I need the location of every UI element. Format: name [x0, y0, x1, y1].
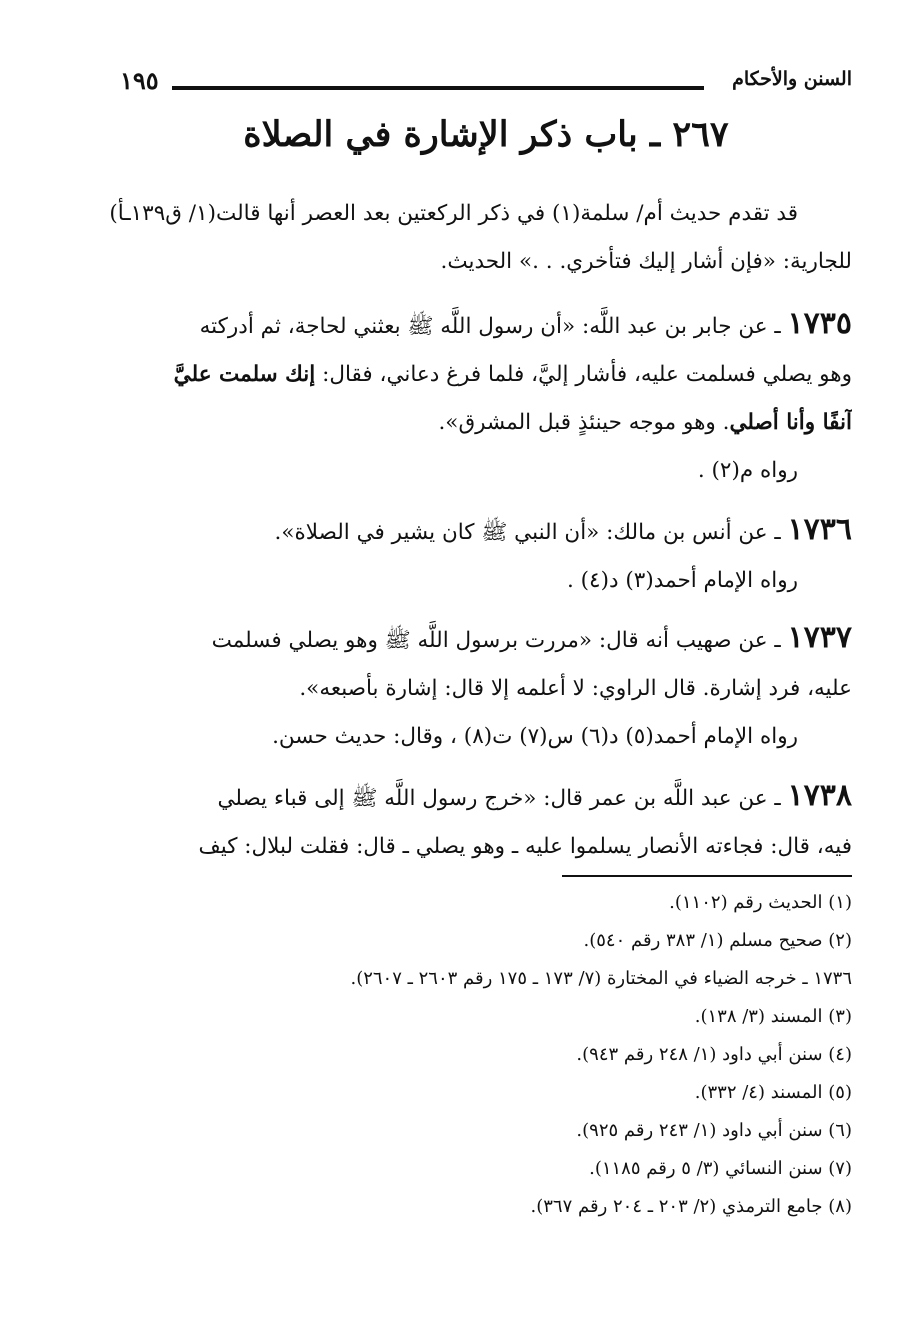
footnote: (٦) سنن أبي داود (١/ ٢٤٣ رقم ٩٢٥). — [576, 1120, 852, 1141]
hadith-text: عليه، فرد إشارة. قال الراوي: لا أعلمه إلا قال: إشارة بأصبعه». — [299, 676, 852, 701]
footnote-separator — [562, 875, 852, 877]
running-header — [120, 64, 852, 104]
footnote: (١) الحديث رقم (١١٠٢). — [669, 892, 852, 913]
footnote: (٥) المسند (٤/ ٣٣٢). — [694, 1082, 852, 1103]
hadith-number: ١٧٣٥ — [787, 306, 852, 341]
book-title: السنن والأحكام — [732, 68, 852, 90]
hadith-text: . وهو موجه حينئذٍ قبل المشرق». — [438, 410, 730, 435]
header-rule — [172, 86, 704, 90]
footnote: (٤) سنن أبي داود (١/ ٢٤٨ رقم ٩٤٣). — [576, 1044, 852, 1065]
hadith-number: ١٧٣٧ — [787, 620, 852, 655]
footnote: (٧) سنن النسائي (٣/ ٥ رقم ١١٨٥). — [589, 1158, 852, 1179]
footnotes — [150, 884, 852, 1226]
hadith-number: ١٧٣٨ — [787, 778, 852, 813]
hadith-text: فيه، قال: فجاءته الأنصار يسلموا عليه ـ وهو يصلي ـ قال: فقلت لبلال: كيف — [198, 834, 852, 859]
hadith-text: ـ عن عبد اللَّه بن عمر قال: «خرج رسول اللَّه ﷺ إلى قباء يصلي — [217, 786, 781, 811]
intro-line-2: للجارية: «فإن أشار إليك فتأخري. . .» الحديث. — [440, 249, 852, 274]
intro-line-1: قد تقدم حديث أم/ سلمة(١) في ذكر الركعتين بعد العصر أنها قالت(١/ ق١٣٩ـأ) — [109, 201, 798, 226]
intro-paragraph — [24, 190, 852, 286]
hadith-1738 — [120, 772, 852, 871]
hadith-1735 — [120, 300, 852, 495]
hadith-emphasis: إنك سلمت عليَّ — [173, 362, 316, 387]
chapter-title: ٢٦٧ ـ باب ذكر الإشارة في الصلاة — [243, 114, 729, 155]
hadith-emphasis: آنفًا وأنا أصلي — [729, 410, 852, 435]
hadith-1737 — [120, 614, 852, 761]
hadith-text: ـ عن أنس بن مالك: «أن النبي ﷺ كان يشير في الصلاة». — [274, 520, 781, 545]
hadith-text: ـ عن صهيب أنه قال: «مررت برسول اللَّه ﷺ وهو يصلي فسلمت — [211, 628, 781, 653]
hadith-number: ١٧٣٦ — [787, 512, 852, 547]
hadith-narration: رواه الإمام أحمد(٥) د(٦) س(٧) ت(٨) ، وقال: حديث حسن. — [272, 724, 798, 749]
footnote: (٢) صحيح مسلم (١/ ٣٨٣ رقم ٥٤٠). — [583, 930, 852, 951]
page-number: ١٩٥ — [120, 66, 159, 95]
footnote: ١٧٣٦ ـ خرجه الضياء في المختارة (٧/ ١٧٣ ـ ١٧٥ رقم ٢٦٠٣ ـ ٢٦٠٧). — [350, 968, 852, 989]
hadith-text: ـ عن جابر بن عبد اللَّه: «أن رسول اللَّه ﷺ بعثني لحاجة، ثم أدركته — [199, 314, 781, 339]
hadith-narration: رواه الإمام أحمد(٣) د(٤) . — [566, 568, 798, 593]
hadith-1736 — [120, 506, 852, 605]
footnote: (٣) المسند (٣/ ١٣٨). — [694, 1006, 852, 1027]
hadith-narration: رواه م(٢) . — [697, 458, 798, 483]
footnote: (٨) جامع الترمذي (٢/ ٢٠٣ ـ ٢٠٤ رقم ٣٦٧). — [530, 1196, 852, 1217]
hadith-text: وهو يصلي فسلمت عليه، فأشار إليَّ، فلما فرغ دعاني، فقال: — [315, 362, 852, 387]
